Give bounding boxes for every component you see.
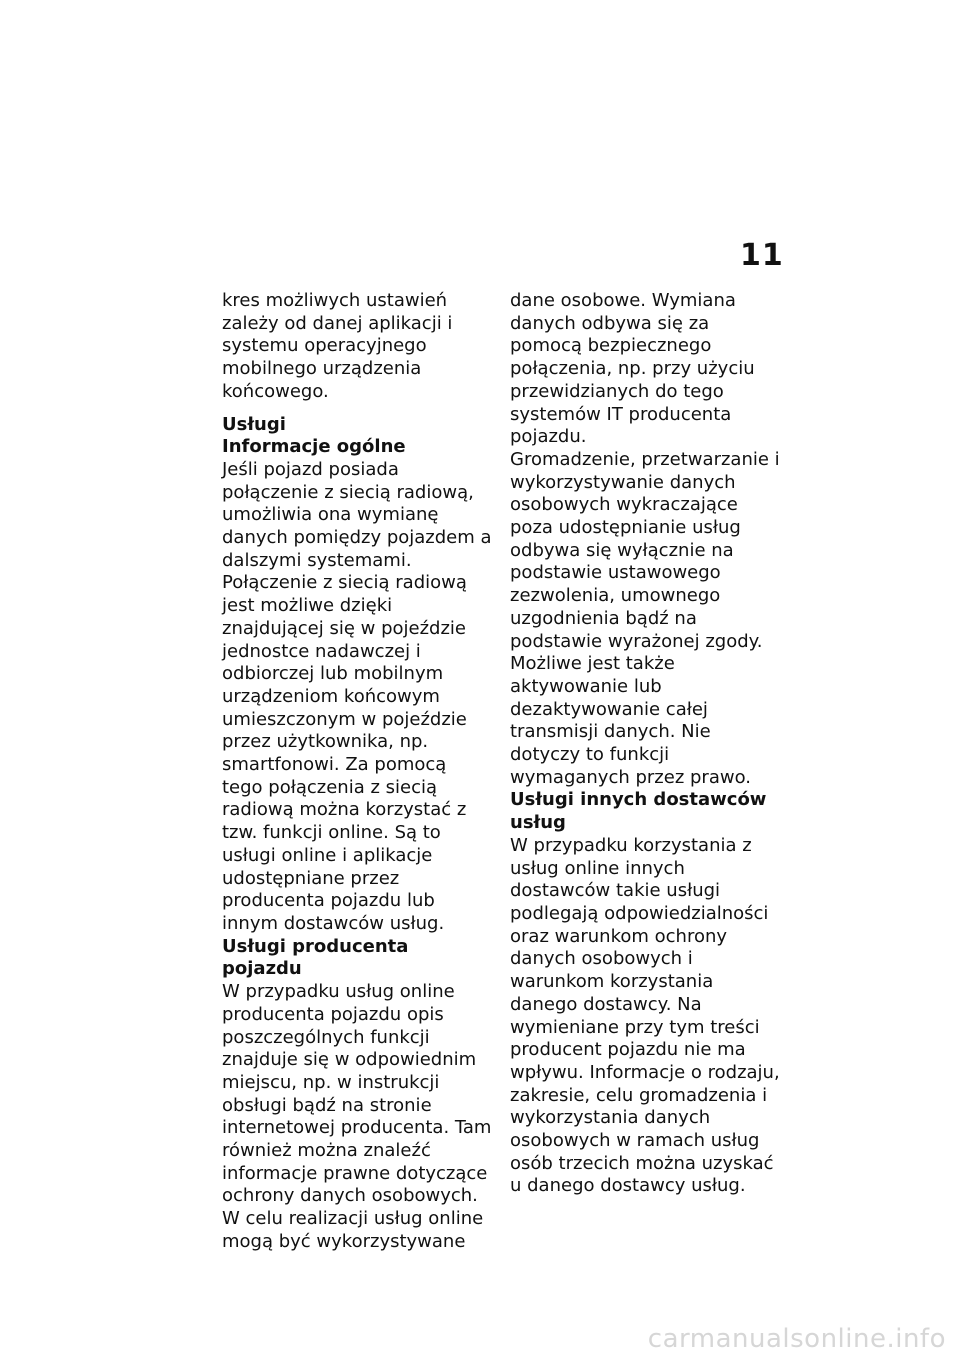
paragraph-realizacja-uslug: W celu realizacji usług online mogą być wykorzystywane [222,1208,484,1252]
paragraph-uslugi-producenta: W przypadku usług online producenta pojazdu opis poszczególnych funkcji znajduje się w odpowiednim miejscu, np. w instrukcji obsługi bądź na stronie internetowej producenta. Tam również można znaleźć informacje prawne dotyczące ochrony danych osobowych. [222,981,492,1207]
paragraph-uslugi-innych-dostawcow: W przypadku korzystania z usług online innych dostawców takie usługi podlegają odpowiedzialności oraz warunkom ochrony danych osobowych i warunkom korzystania danego dostawcy. Na wymieniane przy tym treści producent pojazdu nie ma wpływu. Informacje o rodzaju, zakresie, celu gromadzenia i wykorzystania danych osobowych w ramach usług osób trzecich można uzyskać u danego dostawcy usług. [510,834,780,1197]
paragraph-informacje-ogolne: Jeśli pojazd posiada połączenie z siecią radiową, umożliwia ona wymianę danych pomiędzy pojazdem a dalszymi systemami. Połączenie z siecią radiową jest możliwe dzięki znajdującej się w pojeździe jednostce nadawczej i odbiorczej lub mobilnym urządzeniom końcowym umieszczonym w pojeździe przez użytkownika, np. smartfonowi. Za pomocą tego połączenia z siecią radiową można korzystać z tzw. funkcji online. Są to usługi online i aplikacje udostępniane przez producenta pojazdu lub innym dostawców usług. [222,458,492,934]
paragraph-gromadzenie: Gromadzenie, przetwarzanie i wykorzystywanie danych osobowych wykraczające poza udostępnianie usług odbywa się wyłącznie na podstawie ustawowego zezwolenia, umownego uzgodnienia bądź na podstawie wyrażonej zgody. Możliwe jest także aktywowanie lub dezaktywowanie całej transmisji danych. Nie dotyczy to funkcji wymaganych przez prawo. [510,448,780,788]
section-heading-uslugi: Usługi [222,413,286,435]
intro-paragraph: kres możliwych ustawień zależy od danej aplikacji i systemu operacyjnego mobilnego urządzenia końcowego. [222,290,453,402]
watermark-text: carmanualsonline.info [647,1324,946,1354]
subheading-uslugi-producenta: Usługi producenta pojazdu [222,935,409,980]
subheading-informacje-ogolne: Informacje ogólne [222,436,406,458]
page-number: 11 [740,238,784,273]
right-column [510,290,780,1198]
left-column [222,290,492,1254]
paragraph-dane-osobowe: dane osobowe. Wymiana danych odbywa się za pomocą bezpiecznego połączenia, np. przy użyciu przewidzianych do tego systemów IT producenta pojazdu. [510,290,755,448]
subheading-uslugi-innych-dostawcow: Usługi innych dostawców usług [510,789,767,834]
